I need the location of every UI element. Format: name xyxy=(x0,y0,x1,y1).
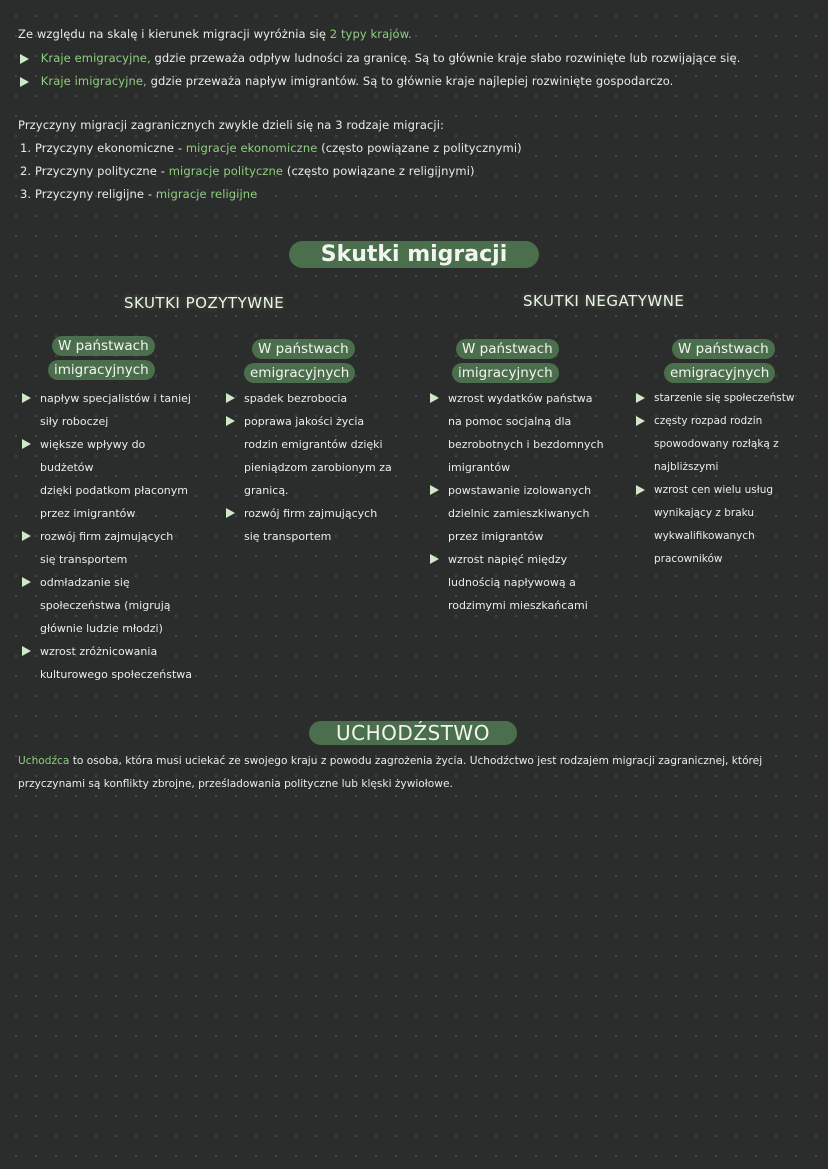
list-item: odmładzanie się społeczeństwa (migrują głównie ludzie młodzi) xyxy=(22,571,202,640)
bullet-arrow-icon xyxy=(226,508,235,518)
list-item: częsty rozpad rodzin spowodowany rozłąką z najbliższymi xyxy=(636,410,826,479)
bullet-arrow-icon xyxy=(226,416,235,426)
positive-imig-list xyxy=(22,387,202,686)
refugee-title: UCHODŹSTWO xyxy=(309,721,517,745)
causes-item: 1. Przyczyny ekonomiczne - migracje ekonomiczne (często powiązane z politycznymi) xyxy=(20,141,522,155)
list-item: starzenie się społeczeństw xyxy=(636,387,826,410)
negative-heading: SKUTKI NEGATYWNE xyxy=(523,292,685,310)
bullet-arrow-icon xyxy=(22,531,31,541)
bullet-arrow-icon xyxy=(430,554,439,564)
bullet-arrow-icon xyxy=(636,393,645,403)
list-item: wzrost napięć między ludnością napływową a rodzimymi mieszkańcami xyxy=(430,548,620,617)
list-item: rozwój firm zajmujących się transportem xyxy=(226,502,416,548)
refugee-highlight: Uchodźca xyxy=(18,755,70,767)
list-item: wzrost wydatków państwa na pomoc socjalną dla bezrobotnych i bezdomnych imigrantów xyxy=(430,387,620,479)
negative-emig-list xyxy=(636,387,826,571)
bullet-arrow-icon xyxy=(430,485,439,495)
refugee-paragraph: Uchodźca to osoba, która musi uciekać ze swojego kraju z powodu zagrożenia życia. Uchodźctwo jest rodzajem migracji zagranicznej, której przyczynami są konflikty zbrojne, prześladowania polityczne lub klęski żywiołowe. xyxy=(18,755,763,790)
col-title: emigracyjnych xyxy=(664,363,775,383)
col-title: imigracyjnych xyxy=(452,363,559,383)
intro-line: Ze względu na skalę i kierunek migracji wyróżnia się 2 typy krajów. xyxy=(18,27,412,41)
bullet-arrow-icon xyxy=(636,485,645,495)
list-item: poprawa jakości życia rodzin emigrantów dzięki pieniądzom zarobionym za granicą. xyxy=(226,410,416,502)
intro-bullet: Kraje imigracyjne, gdzie przeważa napływ imigrantów. Są to głównie kraje najlepiej rozwinięte gospodarczo. xyxy=(20,74,673,88)
col-title: W państwach xyxy=(252,339,355,359)
col-title: emigracyjnych xyxy=(244,363,355,383)
bullet-arrow-icon xyxy=(636,416,645,426)
bullet-arrow-icon xyxy=(22,393,31,403)
col-title: W państwach xyxy=(672,339,775,359)
bullet-arrow-icon xyxy=(22,577,31,587)
col-title: imigracyjnych xyxy=(48,360,155,380)
list-item: większe wpływy do budżetów dzięki podatkom płaconym przez imigrantów xyxy=(22,433,202,525)
list-item: powstawanie izolowanych dzielnic zamieszkiwanych przez imigrantów xyxy=(430,479,620,548)
negative-imig-list xyxy=(430,387,620,617)
causes-item: 3. Przyczyny religijne - migracje religijne xyxy=(20,187,258,201)
list-item: napływ specjalistów i taniej siły roboczej xyxy=(22,387,202,433)
page-title: Skutki migracji xyxy=(289,241,539,268)
intro-bullet: Kraje emigracyjne, gdzie przeważa odpływ ludności za granicę. Są to głównie kraje słabo rozwinięte lub rozwijające się. xyxy=(20,51,740,65)
bullet-arrow-icon xyxy=(20,54,29,64)
causes-item: 2. Przyczyny polityczne - migracje polityczne (często powiązane z religijnymi) xyxy=(20,164,475,178)
bullet-arrow-icon xyxy=(226,393,235,403)
intro-highlight: 2 typy krajów. xyxy=(329,27,412,41)
list-item: rozwój firm zajmujących się transportem xyxy=(22,525,202,571)
positive-emig-list xyxy=(226,387,416,548)
list-item: spadek bezrobocia xyxy=(226,387,416,410)
positive-heading: SKUTKI POZYTYWNE xyxy=(124,294,285,312)
bullet-arrow-icon xyxy=(22,646,31,656)
bullet-arrow-icon xyxy=(22,439,31,449)
list-item: wzrost cen wielu usług wynikający z braku wykwalifikowanych pracowników xyxy=(636,479,826,571)
col-title: W państwach xyxy=(52,336,155,356)
bullet-arrow-icon xyxy=(20,77,29,87)
causes-heading: Przyczyny migracji zagranicznych zwykle dzieli się na 3 rodzaje migracji: xyxy=(18,118,444,132)
col-title: W państwach xyxy=(456,339,559,359)
list-item: wzrost zróżnicowania kulturowego społeczeństwa xyxy=(22,640,202,686)
bullet-arrow-icon xyxy=(430,393,439,403)
